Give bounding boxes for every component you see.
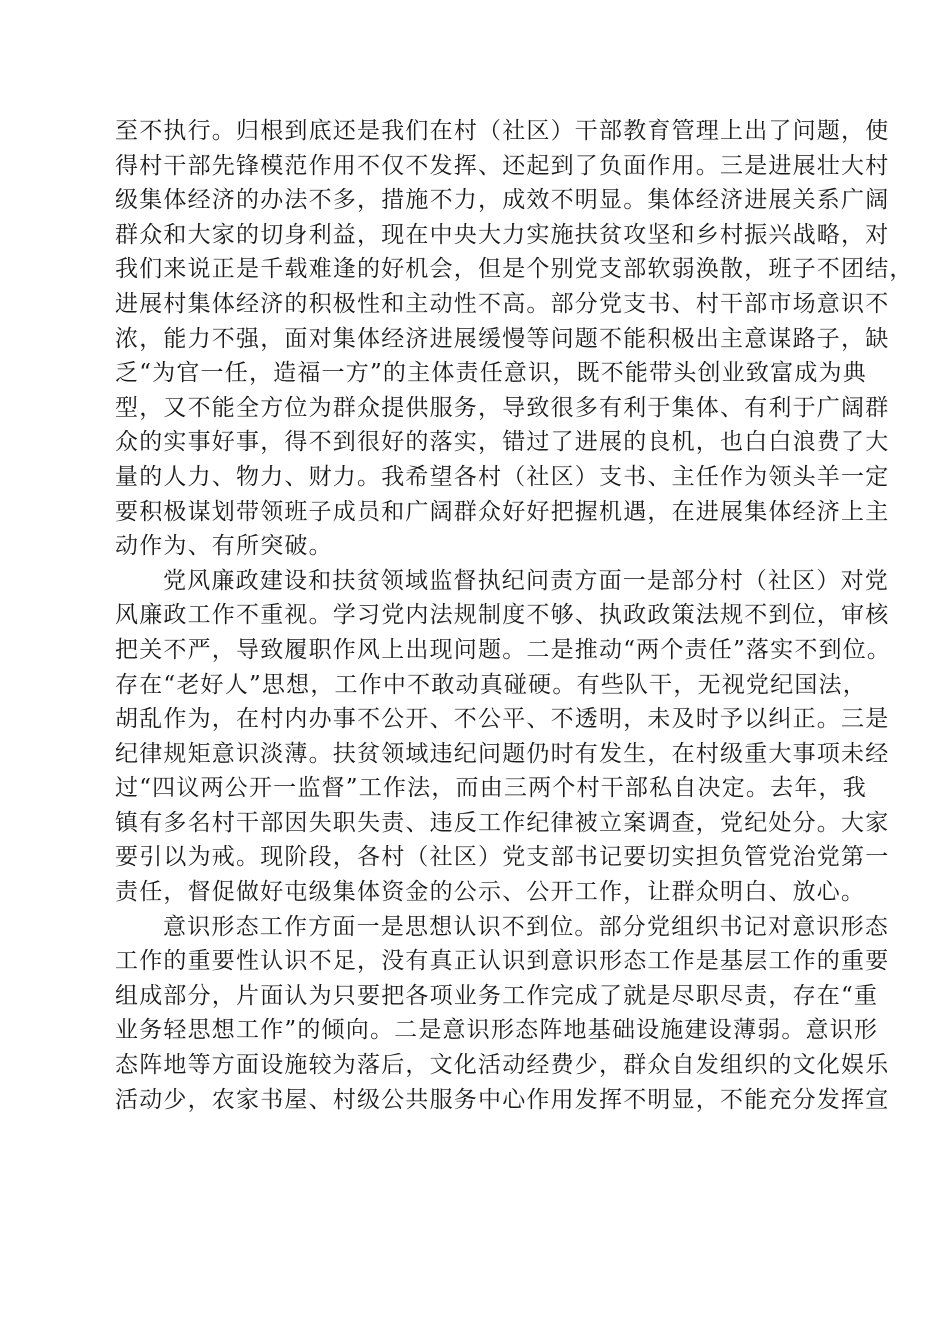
- text-line: 量的人力、物力、财力。我希望各村（社区）支书、主任作为领头羊一定: [115, 463, 890, 490]
- text-line: 型，又不能全方位为群众提供服务，导致很多有利于集体、有利于广阔群: [115, 394, 890, 421]
- text-line: 群众和大家的切身利益，现在中央大力实施扶贫攻坚和乡村振兴战略，对: [115, 221, 890, 248]
- paragraph-1: [115, 114, 914, 564]
- text-line: 党风廉政建设和扶贫领域监督执纪问责方面一是部分村（社区）对党: [163, 567, 889, 594]
- text-line: 工作的重要性认识不足，没有真正认识到意识形态工作是基层工作的重要: [115, 948, 890, 975]
- text-line: 组成部分，片面认为只要把各项业务工作完成了就是尽职尽责，存在“重: [115, 982, 879, 1009]
- text-line: 至不执行。归根到底还是我们在村（社区）干部教育管理上出了问题，使: [115, 118, 890, 144]
- text-line: 活动少，农家书屋、村级公共服务中心作用发挥不明显，不能充分发挥宣: [115, 1086, 890, 1113]
- text-line: 意识形态工作方面一是思想认识不到位。部分党组织书记对意识形态: [163, 913, 889, 940]
- text-line: 要引以为戒。现阶段，各村（社区）党支部书记要切实担负管党治党第一: [115, 844, 890, 871]
- text-line: 我们来说正是千载难逢的好机会，但是个别党支部软弱涣散，班子不团结，: [115, 256, 914, 283]
- text-line: 众的实事好事，得不到很好的落实，错过了进展的良机，也白白浪费了大: [115, 429, 890, 456]
- text-line: 乏“为官一任，造福一方”的主体责任意识，既不能带头创业致富成为典: [115, 360, 867, 387]
- text-line: 级集体经济的办法不多，措施不力，成效不明显。集体经济进展关系广阔: [115, 187, 890, 214]
- text-line: 要积极谋划带领班子成员和广阔群众好好把握机遇，在进展集体经济上主: [115, 498, 890, 525]
- text-line: 进展村集体经济的积极性和主动性不高。部分党支书、村干部市场意识不: [115, 290, 890, 317]
- text-line: 纪律规矩意识淡薄。扶贫领域违纪问题仍时有发生，在村级重大事项未经: [115, 740, 890, 767]
- text-line: 态阵地等方面设施较为落后，文化活动经费少，群众自发组织的文化娱乐: [115, 1052, 890, 1079]
- text-line: 责任，督促做好屯级集体资金的公示、公开工作，让群众明白、放心。: [115, 879, 866, 906]
- paragraph-2: [115, 564, 892, 910]
- text-line: 胡乱作为，在村内办事不公开、不公平、不透明，未及时予以纠正。三是: [115, 706, 890, 733]
- text-line: 浓，能力不强，面对集体经济进展缓慢等问题不能积极出主意谋路子，缺: [115, 325, 890, 352]
- text-line: 动作为、有所突破。: [115, 533, 333, 560]
- text-line: 过“四议两公开一监督”工作法，而由三两个村干部私自决定。去年，我: [115, 775, 867, 802]
- text-line: 镇有多名村干部因失职失责、违反工作纪律被立案调查，党纪处分。大家: [115, 809, 890, 836]
- text-line: 业务轻思想工作”的倾向。二是意识形态阵地基础设施建设薄弱。意识形: [115, 1017, 879, 1044]
- text-line: 存在“老好人”思想，工作中不敢动真碰硬。有些队干，无视党纪国法，: [115, 671, 867, 698]
- paragraph-3: [115, 910, 890, 1118]
- document-body: [115, 114, 914, 1117]
- text-line: 风廉政工作不重视。学习党内法规制度不够、执政政策法规不到位，审核: [115, 602, 890, 629]
- text-line: 把关不严，导致履职作风上出现问题。二是推动“两个责任”落实不到位。: [115, 636, 892, 663]
- text-line: 得村干部先锋模范作用不仅不发挥、还起到了负面作用。三是进展壮大村: [115, 152, 890, 179]
